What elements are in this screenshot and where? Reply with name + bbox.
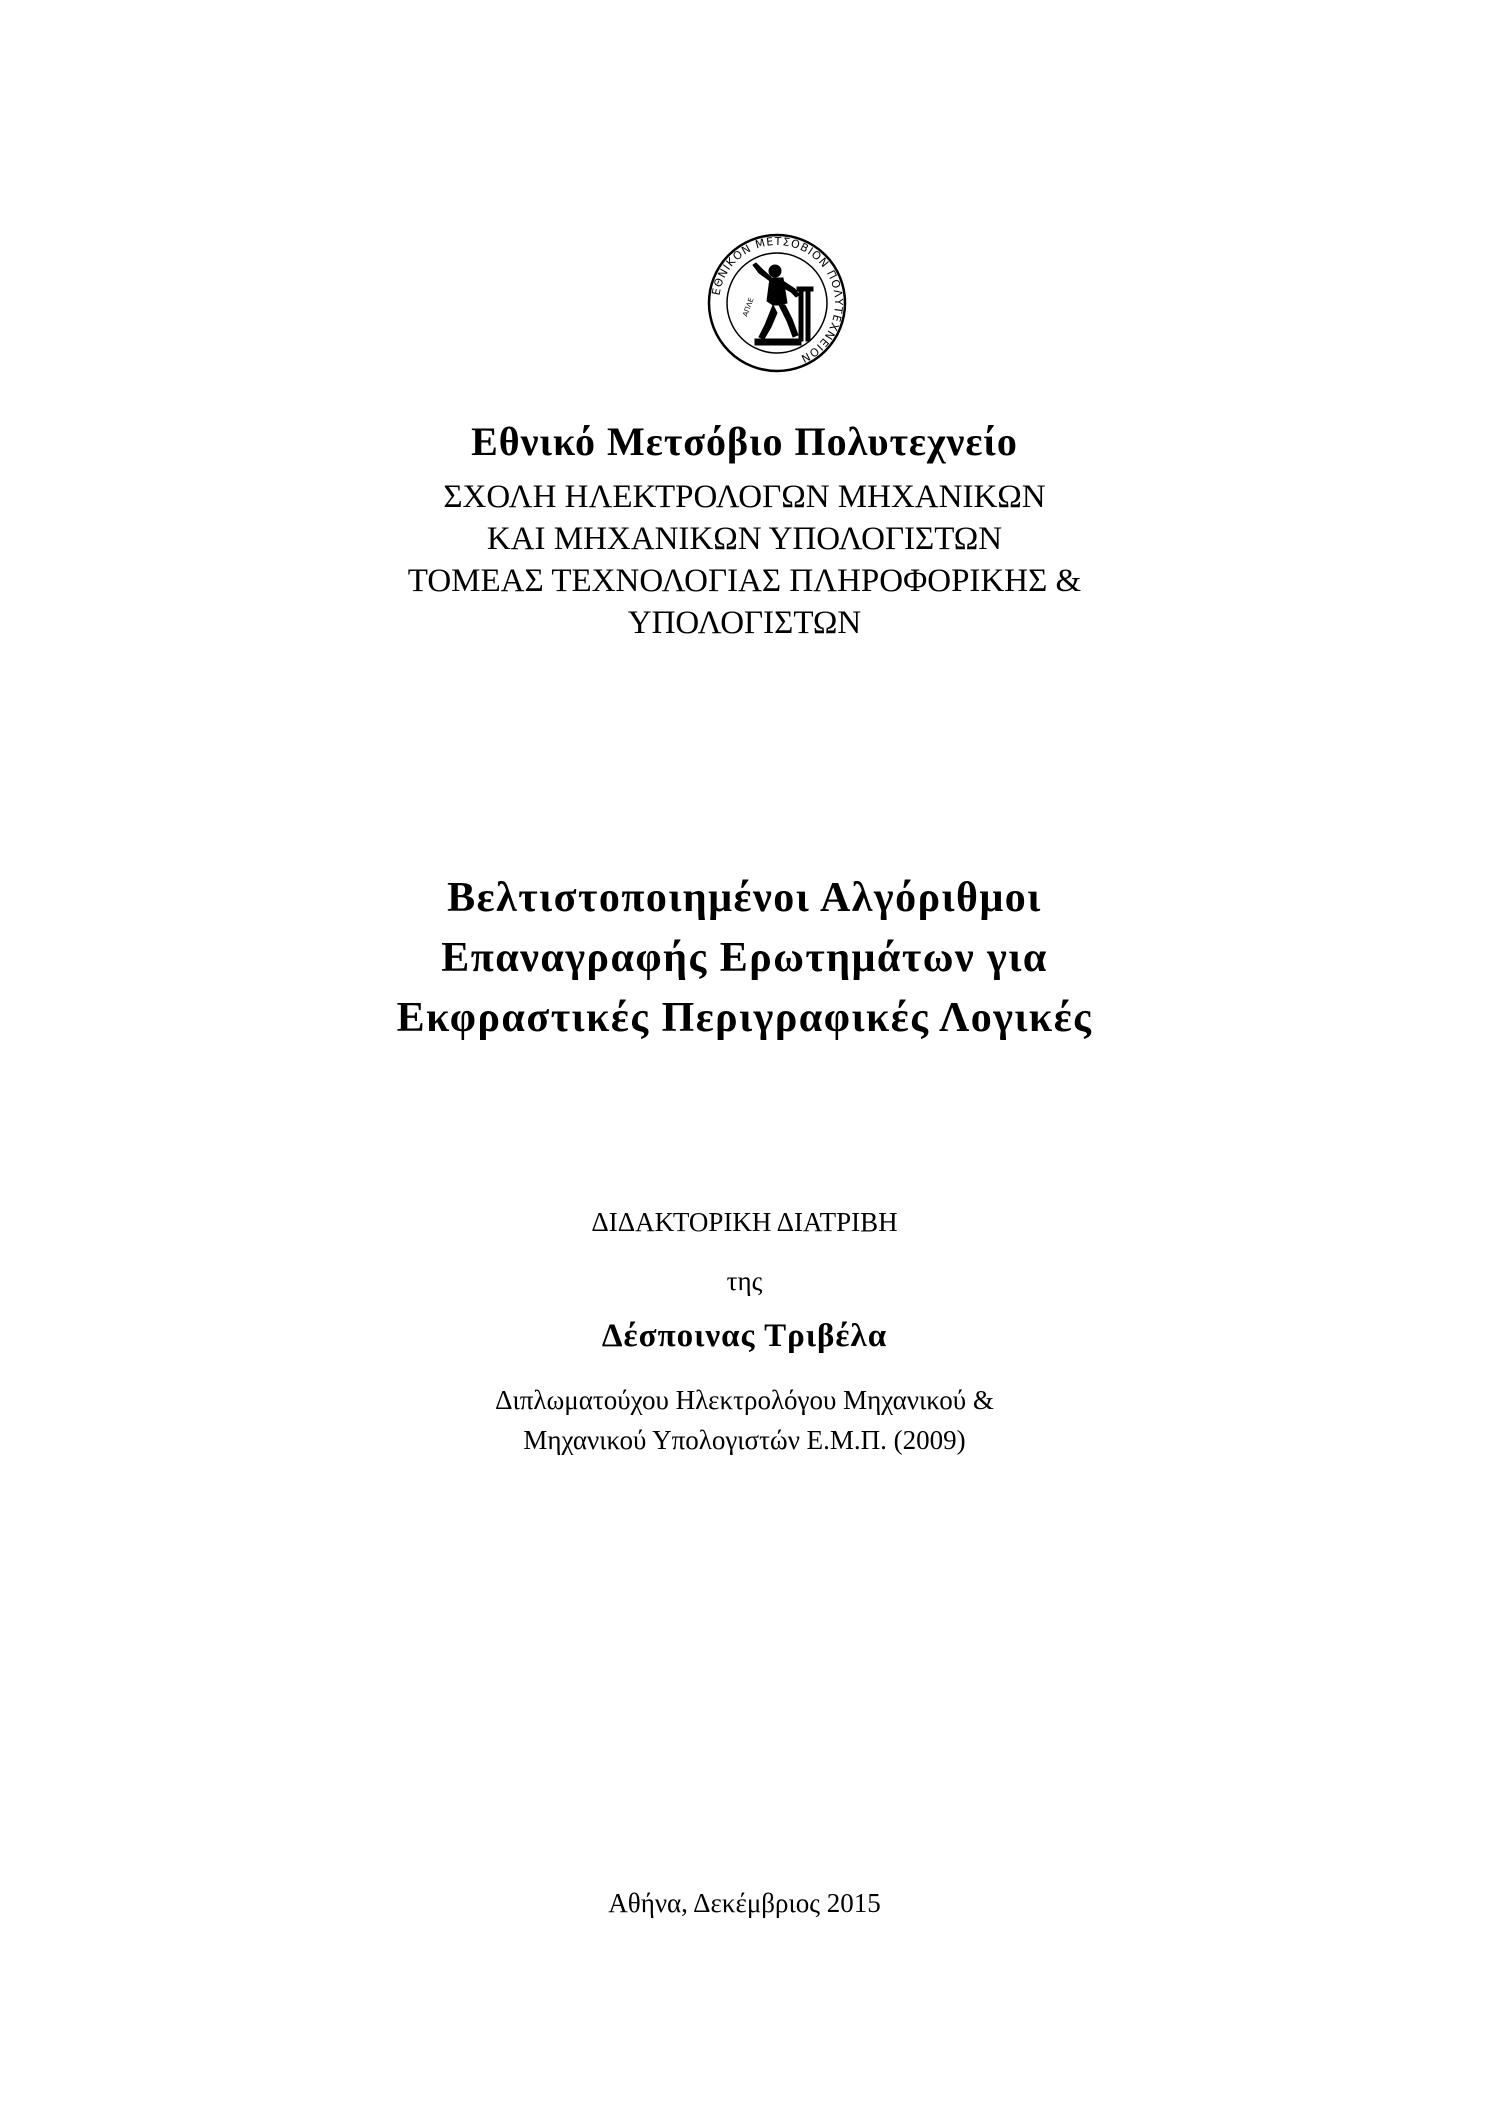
department-block: [0, 476, 1489, 644]
university-name: Εθνικό Μετσόβιο Πολυτεχνείο: [471, 419, 1018, 464]
author-name: Δέσποινας Τριβέλα: [601, 1318, 888, 1354]
credential-line: Μηχανικού Υπολογιστών Ε.Μ.Π. (2009): [523, 1425, 966, 1455]
university-seal-icon: [707, 233, 847, 373]
seal-motto: ΑΠΛΕ: [741, 296, 756, 318]
document-type: ΔΙΔΑΚΤΟΡΙΚΗ ΔΙΑΤΡΙΒΗ: [591, 1207, 898, 1237]
seal-ring-text: ΕΘΝΙΚΟΝ ΜΕΤΣΟΒΙΟΝ ΠΟΛΥΤΕΧΝΕΙΟΝ: [709, 234, 846, 366]
thesis-title-line: Βελτιστοποιημένοι Αλγόριθμοι: [447, 875, 1042, 921]
department-line: ΚΑΙ ΜΗΧΑΝΙΚΩΝ ΥΠΟΛΟΓΙΣΤΩΝ: [486, 521, 1003, 557]
thesis-title: [0, 868, 1489, 1048]
of-label: της: [726, 1266, 763, 1296]
credential-line: Διπλωματούχου Ηλεκτρολόγου Μηχανικού &: [495, 1385, 994, 1415]
thesis-title-line: Επαναγραφής Ερωτημάτων για: [441, 935, 1048, 981]
author-credentials: [0, 1380, 1489, 1460]
department-line: ΣΧΟΛΗ ΗΛΕΚΤΡΟΛΟΓΩΝ ΜΗΧΑΝΙΚΩΝ: [443, 479, 1046, 515]
place-and-date: Αθήνα, Δεκέμβριος 2015: [608, 1888, 881, 1918]
thesis-title-line: Εκφραστικές Περιγραφικές Λογικές: [396, 995, 1093, 1041]
department-line: ΤΟΜΕΑΣ ΤΕΧΝΟΛΟΓΙΑΣ ΠΛΗΡΟΦΟΡΙΚΗΣ &: [407, 563, 1082, 599]
department-line: ΥΠΟΛΟΓΙΣΤΩΝ: [627, 605, 862, 641]
